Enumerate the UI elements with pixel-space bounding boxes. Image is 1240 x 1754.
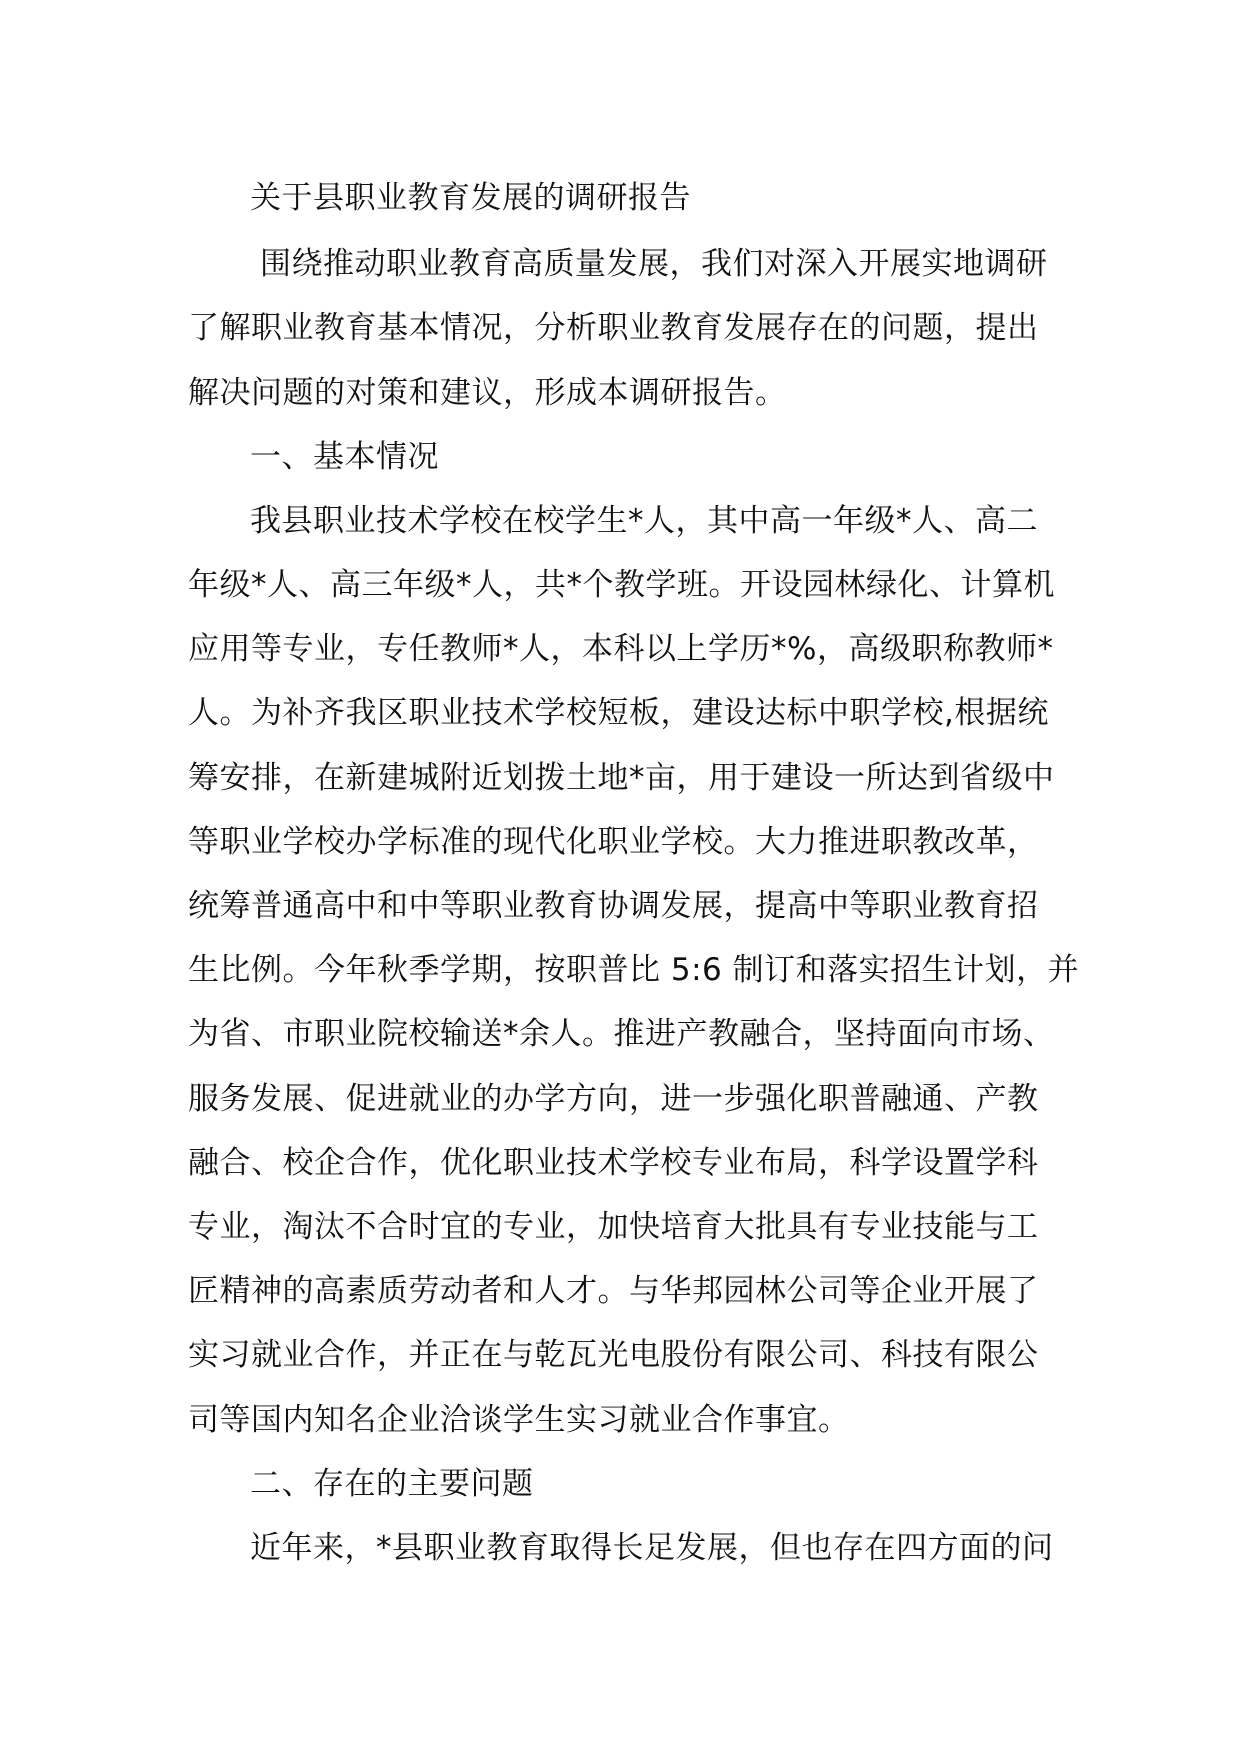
section1-line-1: 我县职业技术学校在校学生*人，其中高一年级*人、高二 — [250, 503, 1038, 539]
section1-line-5: 筹安排，在新建城附近划拨土地*亩，用于建设一所达到省级中 — [188, 760, 1055, 796]
section2-line-1: 近年来，*县职业教育取得长足发展，但也存在四方面的问 — [250, 1530, 1054, 1566]
section2-heading: 二、存在的主要问题 — [250, 1466, 534, 1502]
section1-line-13: 匠精神的高素质劳动者和人才。与华邦园林公司等企业开展了 — [188, 1273, 1039, 1309]
section1-line-15: 司等国内知名企业洽谈学生实习就业合作事宜。 — [188, 1402, 850, 1438]
section1-line-12: 专业，淘汰不合时宜的专业，加快培育大批具有专业技能与工 — [188, 1209, 1039, 1245]
section1-line-11: 融合、校企合作，优化职业技术学校专业布局，科学设置学科 — [188, 1145, 1039, 1181]
section1-line-10: 服务发展、促进就业的办学方向，进一步强化职普融通、产教 — [188, 1081, 1039, 1117]
section1-line-8: 生比例。今年秋季学期，按职普比 5:6 制订和落实招生计划，并 — [188, 952, 1080, 988]
section1-line-9: 为省、市职业院校输送*余人。推进产教融合，坚持面向市场、 — [188, 1016, 1055, 1052]
document-title: 关于县职业教育发展的调研报告 — [250, 180, 691, 216]
section1-line-7: 统筹普通高中和中等职业教育协调发展，提高中等职业教育招 — [188, 888, 1039, 924]
intro-line-3: 解决问题的对策和建议，形成本调研报告。 — [188, 375, 787, 411]
section1-line-14: 实习就业合作，并正在与乾瓦光电股份有限公司、科技有限公 — [188, 1337, 1039, 1373]
section1-heading: 一、基本情况 — [250, 439, 439, 475]
section1-line-2: 年级*人、高三年级*人，共*个教学班。开设园林绿化、计算机 — [188, 567, 1055, 603]
section1-line-6: 等职业学校办学标准的现代化职业学校。大力推进职教改革， — [188, 824, 1039, 860]
intro-line-2: 了解职业教育基本情况，分析职业教育发展存在的问题，提出 — [188, 310, 1039, 346]
section1-line-3: 应用等专业，专任教师*人，本科以上学历*%，高级职称教师* — [188, 631, 1054, 667]
intro-line-1: 围绕推动职业教育高质量发展，我们对深入开展实地调研 — [260, 246, 1048, 282]
section1-line-4: 人。为补齐我区职业技术学校短板，建设达标中职学校,根据统 — [188, 695, 1049, 731]
